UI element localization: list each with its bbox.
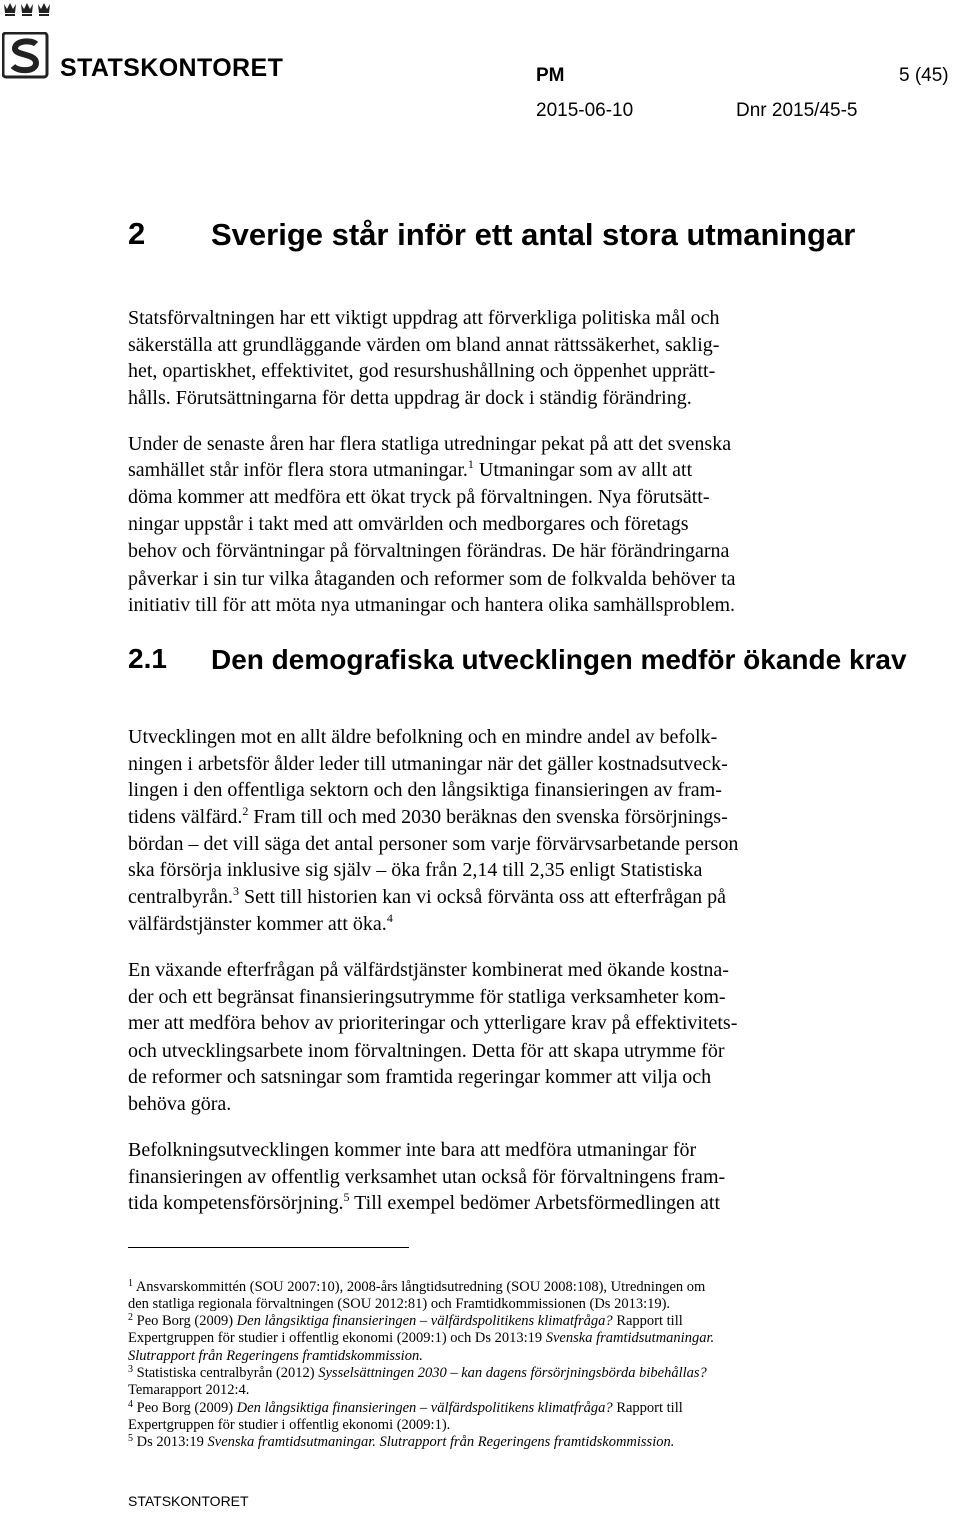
page-footer: STATSKONTORET bbox=[128, 1493, 249, 1509]
s-shield-logo-icon bbox=[2, 32, 50, 85]
footnote-4: $^4$ Peo Borg (2009) Den långsiktiga finansieringen – välfärdspolitikens klimatfråga? Rapport till bbox=[128, 1399, 683, 1416]
text-line: lingen i den offentliga sektorn och den långsiktiga finansieringen av fram- bbox=[128, 779, 722, 801]
footnote-2: $^2$ Peo Borg (2009) Den långsiktiga finansieringen – välfärdspolitikens klimatfråga? Rapport till bbox=[128, 1312, 683, 1329]
text-line: behöva göra. bbox=[128, 1093, 232, 1115]
text-line: ska försörja inklusive sig själv – öka från 2,14 till 2,35 enligt Statistiska bbox=[128, 859, 703, 881]
subsection-title: Den demografiska utvecklingen medför ökande krav bbox=[211, 644, 907, 675]
text-line: säkerställa att grundläggande värden om bland annat rättssäkerhet, saklig- bbox=[128, 334, 720, 356]
text-line: påverkar i sin tur vilka åtaganden och reformer som de folkvalda behöver ta bbox=[128, 568, 736, 590]
text-line: samhället står inför flera stora utmaningar.$^1$ Utmaningar som av allt att bbox=[128, 457, 693, 481]
document-date: 2015-06-10 bbox=[536, 100, 634, 121]
text-line: de reformer och satsningar som framtida regeringar kommer att vilja och bbox=[128, 1066, 712, 1088]
document-type: PM bbox=[536, 65, 565, 86]
text-line: hålls. Förutsättningarna för detta uppdrag är dock i ständig förändring. bbox=[128, 387, 692, 409]
footnote-3: $^3$ Statistiska centralbyrån (2012) Sysselsättningen 2030 – kan dagens försörjningsbörda bibehållas? bbox=[128, 1364, 707, 1381]
text-line: En växande efterfrågan på välfärdstjänster kombinerat med ökande kostna- bbox=[128, 959, 729, 981]
text-line: ningen i arbetsför ålder leder till utmaningar när det gäller kostnadsutveck- bbox=[128, 753, 728, 775]
footnote-ref: 5 bbox=[343, 1190, 350, 1204]
text-line: tida kompetensförsörjning.$^5$ Till exempel bedömer Arbetsförmedlingen att bbox=[128, 1190, 721, 1214]
text-line: het, opartiskhet, effektivitet, god resurshushållning och öppenhet upprätt- bbox=[128, 360, 716, 382]
page-number: 5 (45) bbox=[899, 65, 949, 86]
text-line: Under de senaste åren har flera statliga utredningar pekat på att det svenska bbox=[128, 433, 732, 455]
footnote-line: Expertgruppen för studier i offentlig ekonomi (2009:1) och Ds 2013:19 Svenska framtidsutmaningar. bbox=[128, 1330, 715, 1346]
text-line: Utvecklingen mot en allt äldre befolkning och en mindre andel av befolk- bbox=[128, 726, 718, 748]
text-line: döma kommer att medföra ett ökat tryck på förvaltningen. Nya förutsätt- bbox=[128, 486, 710, 508]
text-line: Befolkningsutvecklingen kommer inte bara att medföra utmaningar för bbox=[128, 1139, 697, 1161]
text-line: der och ett begränsat finansieringsutrymme för statliga verksamheter kom- bbox=[128, 986, 726, 1008]
text-line: bördan – det vill säga det antal personer som varje förvärvsarbetande person bbox=[128, 833, 739, 855]
footnote-separator bbox=[128, 1247, 409, 1248]
footnote-line: Expertgruppen för studier i offentlig ekonomi (2009:1). bbox=[128, 1417, 451, 1433]
footnote-ref: 4 bbox=[386, 911, 393, 925]
text-line: Statsförvaltningen har ett viktigt uppdrag att förverkliga politiska mål och bbox=[128, 307, 720, 329]
footnote-line: Slutrapport från Regeringens framtidskommission. bbox=[128, 1348, 423, 1364]
text-line: och utvecklingsarbete inom förvaltningen. Detta för att skapa utrymme för bbox=[128, 1040, 725, 1062]
text-line: mer att medföra behov av prioriteringar och ytterligare krav på effektivitets- bbox=[128, 1012, 738, 1034]
text-line: centralbyrån.$^3$ Sett till historien kan vi också förvänta oss att efterfrågan på bbox=[128, 884, 727, 908]
text-line: ningar uppstår i takt med att omvärlden och medborgares och företags bbox=[128, 513, 689, 535]
text-line: välfärdstjänster kommer att öka.$^4$ bbox=[128, 911, 393, 935]
footnote-ref: 3 bbox=[232, 884, 239, 898]
crowns-logo-icon bbox=[2, 0, 54, 31]
subsection-number: 2.1 bbox=[128, 643, 167, 674]
footnote-ref: 2 bbox=[242, 804, 249, 818]
text-line: behov och förväntningar på förvaltningen förändras. De här förändringarna bbox=[128, 540, 730, 562]
footnote-line: Temarapport 2012:4. bbox=[128, 1382, 250, 1398]
logo-wordmark: STATSKONTORET bbox=[60, 54, 284, 82]
text-line: finansieringen av offentlig verksamhet utan också för förvaltningens fram- bbox=[128, 1166, 726, 1188]
document-reference-number: Dnr 2015/45-5 bbox=[736, 100, 858, 121]
footnote-1: $^1$ Ansvarskommittén (SOU 2007:10), 2008-års långtidsutredning (SOU 2008:108), Utredningen om bbox=[128, 1278, 706, 1295]
section-title: Sverige står inför ett antal stora utmaningar bbox=[211, 217, 856, 252]
footnote-ref: 1 bbox=[467, 457, 474, 471]
text-line: tidens välfärd.$^2$ Fram till och med 2030 beräknas den svenska försörjnings- bbox=[128, 804, 728, 828]
footnote-5: $^5$ Ds 2013:19 Svenska framtidsutmaningar. Slutrapport från Regeringens framtidskommission. bbox=[128, 1433, 675, 1450]
section-number: 2 bbox=[128, 216, 146, 251]
text-line: initiativ till för att möta nya utmaningar och hantera olika samhällsproblem. bbox=[128, 594, 736, 616]
footnote-line: den statliga regionala förvaltningen (SOU 2012:81) och Framtidkommissionen (Ds 2013:19). bbox=[128, 1296, 671, 1312]
